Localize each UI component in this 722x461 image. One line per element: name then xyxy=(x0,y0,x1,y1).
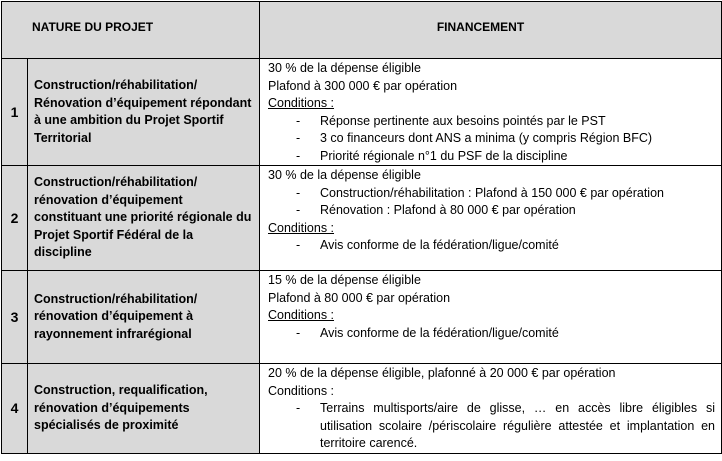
table-row xyxy=(2,271,722,364)
fin-line: 15 % de la dépense éligible xyxy=(268,273,421,287)
financing-table xyxy=(1,1,722,454)
conditions-label: Conditions : xyxy=(268,383,335,398)
list-item: - Avis conforme de la fédération/ligue/comité xyxy=(268,237,715,255)
row-nature: Construction/réhabilitation/ Rénovation d’équipement répondant à une ambition du Projet Sportif Territorial xyxy=(28,59,260,166)
header-nature: NATURE DU PROJET xyxy=(32,20,154,34)
conditions-list xyxy=(268,113,715,166)
row-number: 2 xyxy=(2,166,28,271)
row-financement xyxy=(260,59,722,166)
bullet-dash: - xyxy=(296,185,301,200)
fin-line: 20 % de la dépense éligible, plafonné à 20 000 € par opération xyxy=(268,366,616,380)
list-item: - 3 co financeurs dont ANS a minima (y compris Région BFC) xyxy=(268,130,715,148)
table-header-row xyxy=(2,2,722,59)
conditions-list xyxy=(268,400,715,453)
header-financement-cell xyxy=(260,2,722,59)
bullet-dash: - xyxy=(296,203,301,217)
bullet-dash: - xyxy=(296,131,301,145)
header-financement: FINANCEMENT xyxy=(436,20,525,34)
list-item: - Rénovation : Plafond à 80 000 € par opération xyxy=(268,202,715,220)
list-item: - Terrains multisports/aire de glisse, … en accès libre éligibles si utilisation scolaire /périscolaire régulière attestée et implantation en territoire carencé. xyxy=(296,401,715,450)
bullet-dash: - xyxy=(296,238,301,252)
row-number: 4 xyxy=(2,364,28,454)
bullet-dash: - xyxy=(296,113,301,128)
bullet-dash: - xyxy=(296,148,301,163)
fin-line: Plafond à 300 000 € par opération xyxy=(268,78,458,93)
conditions-label: Conditions : xyxy=(268,308,335,322)
header-nature-cell xyxy=(2,2,260,59)
conditions-label: Conditions : xyxy=(268,96,335,110)
plafond-list xyxy=(268,185,715,220)
list-item: - Priorité régionale n°1 du PSF de la discipline xyxy=(268,148,715,166)
table-row xyxy=(2,166,722,271)
conditions-list xyxy=(268,325,715,343)
fin-line: 30 % de la dépense éligible xyxy=(268,168,421,182)
row-nature: Construction, requalification, rénovation d’équipements spécialisés de proximité xyxy=(28,364,260,454)
conditions-label: Conditions : xyxy=(268,220,335,235)
fin-line: 30 % de la dépense éligible xyxy=(268,61,421,75)
row-nature: Construction/réhabilitation/ rénovation d’équipement à rayonnement infrarégional xyxy=(28,271,260,364)
row-number: 3 xyxy=(2,271,28,364)
list-item: - Réponse pertinente aux besoins pointés par le PST xyxy=(268,113,715,131)
fin-line: Plafond à 80 000 € par opération xyxy=(268,290,451,305)
bullet-dash: - xyxy=(296,325,301,340)
list-item: - Avis conforme de la fédération/ligue/comité xyxy=(268,325,715,343)
row-number: 1 xyxy=(2,59,28,166)
table-row xyxy=(2,59,722,166)
row-financement xyxy=(260,166,722,271)
list-item: - Construction/réhabilitation : Plafond à 150 000 € par opération xyxy=(268,185,715,203)
conditions-list xyxy=(268,237,715,255)
row-financement xyxy=(260,364,722,454)
row-financement xyxy=(260,271,722,364)
row-nature: Construction/réhabilitation/ rénovation d’équipement constituant une priorité régionale du Projet Sportif Fédéral de la discipline xyxy=(28,166,260,271)
table-row xyxy=(2,364,722,454)
bullet-dash: - xyxy=(296,401,301,415)
